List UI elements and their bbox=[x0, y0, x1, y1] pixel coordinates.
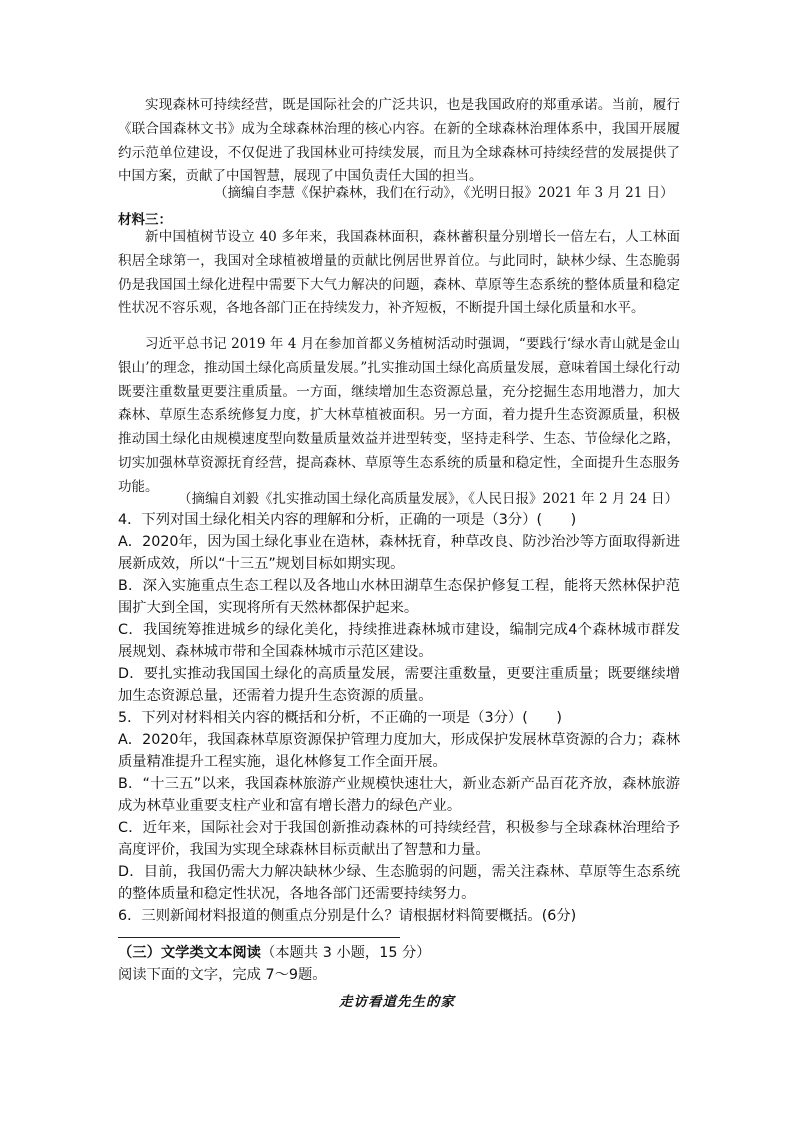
question-4-option-c: C．我国统筹推进城乡的绿化美化，持续推进森林城市建设，编制完成4个森林城市群发展规划、森林城市带和全国森林城市示范区建设。 bbox=[118, 622, 680, 661]
material2-paragraph: 实现森林可持续经营，既是国际社会的广泛共识，也是我国政府的郑重承诺。当前，履行《联合国森林文书》成为全球森林治理的核心内容。在新的全球森林治理体系中，我国开展履约示范单位建设，不仅促进了我国林业可持续发展，而且为全球森林可持续经营的发展提供了中国方案，贡献了中国智慧，展现了中国负责任大国的担当。 bbox=[118, 97, 680, 185]
material3-heading: 材料三： bbox=[118, 212, 172, 228]
question-4-stem: 4．下列对国土绿化相关内容的理解和分析，正确的一项是（3分）( ) bbox=[118, 512, 577, 528]
section-3-instruction: 阅读下面的文字，完成 7～9题。 bbox=[118, 967, 327, 983]
question-5-option-b: B．“十三五”以来，我国森林旅游产业规模快速壮大，新业态新产品百花齐放，森林旅游成为林草业重要支柱产业和富有增长潜力的绿色产业。 bbox=[118, 776, 680, 815]
question-6-stem: 6．三则新闻材料报道的侧重点分别是什么？请根据材料简要概括。(6分) bbox=[118, 908, 577, 924]
section-3-heading: （三）文学类文本阅读 bbox=[118, 945, 261, 961]
story-title: 走访看道先生的家 bbox=[339, 994, 455, 1010]
section-3-heading-line bbox=[118, 942, 431, 962]
question-5-option-d: D．目前，我国仍需大力解决缺林少绿、生态脆弱的问题，需关注森林、草原等生态系统的整体质量和稳定性状况，各地各部门还需要持续努力。 bbox=[118, 864, 680, 903]
question-5-stem: 5．下列对材料相关内容的概括和分析，不正确的一项是（3分）( ) bbox=[118, 710, 562, 726]
question-5-option-c: C．近年来，国际社会对于我国创新推动森林的可持续经营，积极参与全球森林治理给予高度评价，我国为实现全球森林目标贡献出了智慧和力量。 bbox=[118, 820, 680, 859]
material2-citation: （摘编自李慧《保护森林，我们在行动》，《光明日报》2021 年 3 月 21 日） bbox=[214, 185, 674, 201]
question-4-option-d: D．要扎实推动我国国土绿化的高质量发展，需要注重数量，更要注重质量；既要继续增加生态资源总量，还需着力提升生态资源的质量。 bbox=[118, 666, 680, 705]
section-divider bbox=[118, 937, 400, 938]
material3-citation: （摘编自刘毅《扎实推动国土绿化高质量发展》，《人民日报》2021 年 2 月 24 日） bbox=[178, 491, 679, 507]
question-4-option-a: A．2020年，因为国土绿化事业在造林，森林抚育，种草改良、防沙治沙等方面取得新进展新成效，所以“十三五”规划目标如期实现。 bbox=[118, 534, 680, 573]
material3-paragraph-2: 习近平总书记 2019 年 4 月在参加首都义务植树活动时强调，“要践行‘绿水青山就是金山银山’的理念，推动国土绿化高质量发展。”扎实推动国土绿化高质量发展，意味着国土绿化行动既要注重数量更要注重质量。一方面，继续增加生态资源总量，充分挖掘生态用地潜力，加大森林、草原生态系统修复力度，扩大林草植被面积。另一方面，着力提升生态资源质量，积极推动国土绿化由规模速度型向数量质量效益并进型转变，坚持走科学、生态、节俭绿化之路，切实加强林草资源抚育经营，提高森林、草原等生态系统的质量和稳定性，全面提升生态服务功能。 bbox=[118, 336, 680, 495]
question-5-option-a: A．2020年，我国森林草原资源保护管理力度加大，形成保护发展林草资源的合力；森林质量精准提升工程实施，退化林修复工作全面开展。 bbox=[118, 732, 680, 771]
section-3-heading-note: （本题共 3 小题，15 分） bbox=[260, 945, 431, 961]
question-4-option-b: B．深入实施重点生态工程以及各地山水林田湖草生态保护修复工程，能将天然林保护范围扩大到全国，实现将所有天然林都保护起来。 bbox=[118, 578, 680, 617]
material3-paragraph-1: 新中国植树节设立 40 多年来，我国森林面积，森林蓄积量分别增长一倍左右，人工林面积居全球第一，我国对全球植被增量的贡献比例居世界首位。与此同时，缺林少绿、生态脆弱仍是我国国土绿化进程中需要下大气力解决的问题，森林、草原等生态系统的整体质量和稳定性状况不容乐观，各地各部门正在持续发力，补齐短板，不断提升国土绿化质量和水平。 bbox=[118, 229, 680, 317]
